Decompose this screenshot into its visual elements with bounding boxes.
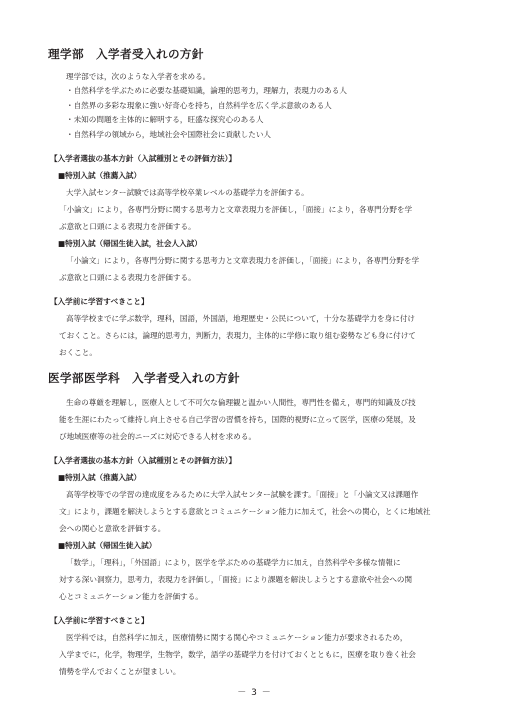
list-item: ・未知の問題を主体的に解明する，旺盛な探究心のある人	[66, 115, 264, 124]
science-prep-line: おくこと。	[59, 348, 97, 357]
science-intro: 理学部では，次のような入学者を求める。	[66, 72, 211, 81]
medicine-section-title: 医学部医学科 入学者受入れの方針	[48, 371, 240, 385]
science-policy-heading: 【入学者選抜の基本方針（入試種別とその評価方法）】	[50, 154, 237, 163]
list-item: ・自然科学を学ぶために必要な基礎知識，論理的思考力，理解力，表現力のある人	[66, 86, 347, 95]
science-special-recommendation-line: 大学入試センター試験では高等学校卒業レベルの基礎学力を評価する。	[66, 188, 309, 197]
science-section-title: 理学部 入学者受入れの方針	[48, 47, 204, 61]
science-special-recommendation-heading: ■特別入試（推薦入試）	[58, 171, 142, 180]
medicine-special-recommendation-heading: ■特別入試（推薦入試）	[58, 473, 142, 482]
medicine-prep-line: 医学科では，自然科学に加え，医療情勢に関する関心やコミュニケーション能力が要求されるため，	[66, 633, 408, 642]
science-special-returnee-line: ぶ意欲と口頭による表現力を評価する。	[59, 273, 196, 282]
science-prep-heading: 【入学前に学習すべきこと】	[50, 297, 149, 306]
medicine-special-returnee-line: 対する深い洞察力，思考力，表現力を評価し，「面接」により課題を解決しようとする意欲や社会への関	[59, 575, 413, 584]
medicine-special-recommendation-line: 高等学校等での学習の達成度をみるために大学入試センター試験を課す。「面接」と「小論文又は課題作	[66, 490, 419, 499]
science-special-returnee-heading: ■特別入試（帰国生徒入試，社会人入試）	[58, 239, 202, 248]
science-prep-line: ておくこと。さらには，論理的思考力，判断力，表現力，主体的に学修に取り組む姿勢なども身に付けて	[59, 331, 416, 340]
science-special-returnee-line: 「小論文」により，各専門分野に関する思考力と文章表現力を評価し，「面接」により，各専門分野を学	[66, 256, 420, 265]
list-item: ・自然科学の領域から，地域社会や国際社会に貢献したい人	[66, 129, 272, 139]
list-item: ・自然界の多彩な現象に強い好奇心を持ち，自然科学を広く学ぶ意欲のある人	[66, 100, 332, 110]
medicine-special-recommendation-line: 会への関心と意欲を評価する。	[59, 524, 166, 533]
medicine-intro-line: 能を生涯にわたって維持し向上させる自己学習の習慣を持ち，国際的視野に立って医学，医療の発展，及	[59, 415, 416, 424]
medicine-intro-line: 生命の尊厳を理解し，医療人として不可欠な倫理観と温かい人間性，専門性を備え，専門的知識及び技	[66, 398, 416, 407]
medicine-special-returnee-line: 「数学」，「理科」，「外国語」により，医学を学ぶための基礎学力に加え，自然科学や多様な情報に	[66, 558, 401, 567]
medicine-special-returnee-line: 心とコミュニケーション能力を評価する。	[59, 592, 203, 601]
medicine-special-recommendation-line: 文」により，課題を解決しようとする意欲とコミュニケーション能力に加えて，社会への関心，とくに地域社	[59, 507, 431, 516]
medicine-prep-heading: 【入学前に学習すべきこと】	[50, 616, 149, 625]
medicine-intro-line: び地域医療等の社会的ニーズに対応できる人材を求める。	[59, 432, 257, 441]
science-special-recommendation-line: 「小論文」により，各専門分野に関する思考力と文章表現力を評価し，「面接」により，各専門分野を学	[59, 205, 413, 214]
medicine-prep-line: 入学までに，化学，物理学，生物学，数学，語学の基礎学力を付けておくとともに，医療を取り巻く社会	[59, 650, 416, 659]
medicine-prep-line: 情勢を学んでおくことが望ましい。	[59, 667, 181, 676]
science-criteria-list	[66, 84, 347, 142]
page-number: － 3 －	[237, 688, 272, 698]
medicine-special-returnee-heading: ■特別入試（帰国生徒入試）	[58, 541, 157, 550]
medicine-policy-heading: 【入学者選抜の基本方針（入試種別とその評価方法）】	[50, 456, 237, 465]
science-special-recommendation-line: ぶ意欲と口頭による表現力を評価する。	[59, 222, 196, 231]
science-prep-line: 高等学校までに学ぶ数学，理科，国語，外国語，地理歴史・公民について，十分な基礎学力を身に付け	[66, 314, 416, 323]
